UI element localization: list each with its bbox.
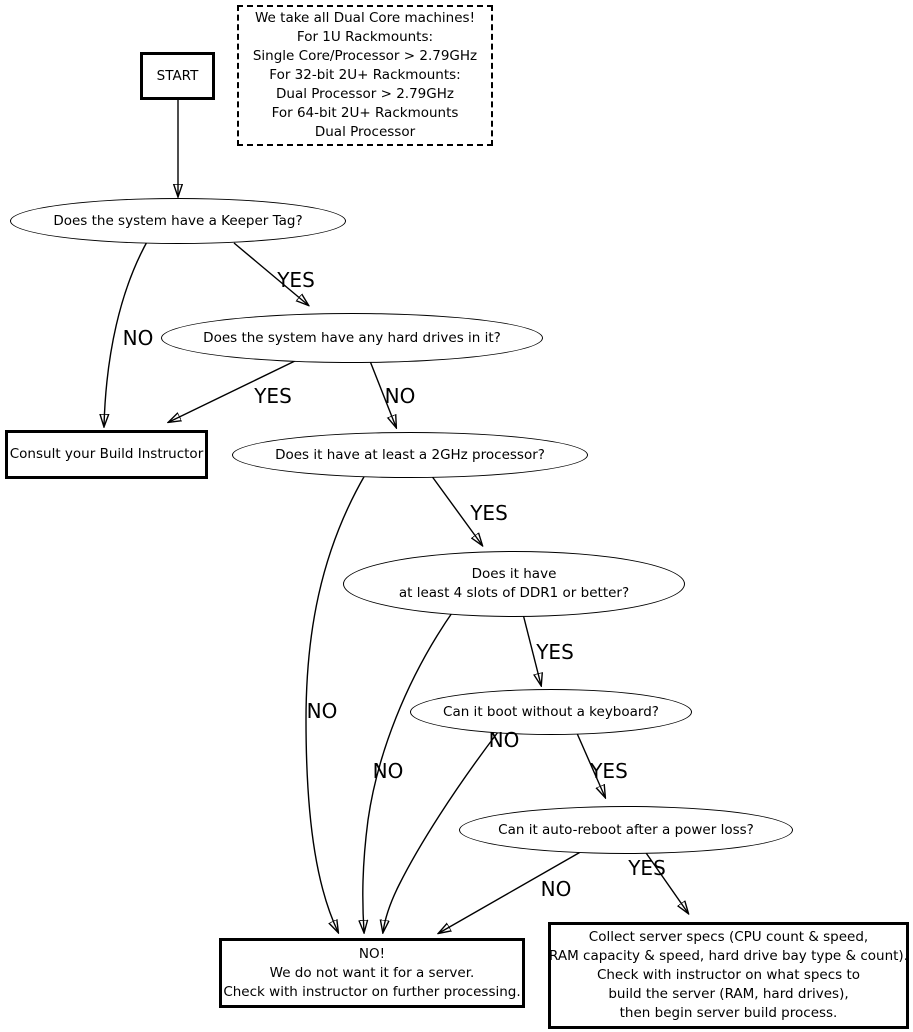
decision-ram-slots-line: Does it have — [471, 566, 557, 582]
label-keeper-yes: YES — [277, 268, 315, 292]
start-label: START — [156, 67, 199, 84]
reject-line: Check with instructor on further processing. — [223, 983, 521, 1000]
decision-processor-speed-label: Does it have at least a 2GHz processor? — [275, 446, 545, 463]
collect-specs-line: RAM capacity & speed, hard drive bay type & count). — [549, 948, 908, 964]
label-reboot-no: NO — [540, 877, 572, 901]
label-processor-yes: YES — [470, 501, 508, 525]
decision-auto-reboot-label: Can it auto-reboot after a power loss? — [498, 821, 754, 838]
collect-specs-line: Collect server specs (CPU count & speed, — [588, 929, 869, 945]
note-line: Single Core/Processor > 2.79GHz — [252, 48, 478, 64]
note-line: We take all Dual Core machines! — [255, 10, 475, 26]
decision-keyboard-boot — [410, 689, 692, 735]
label-reboot-yes: YES — [628, 856, 666, 880]
decision-keyboard-boot-label: Can it boot without a keyboard? — [443, 703, 659, 720]
collect-specs-line: then begin server build process. — [619, 1005, 838, 1021]
note-line: Dual Processor > 2.79GHz — [276, 86, 454, 102]
decision-ram-slots — [343, 551, 685, 617]
reject-line: We do not want it for a server. — [269, 964, 475, 981]
label-keyboard-no: NO — [488, 728, 520, 752]
label-processor-no: NO — [306, 699, 338, 723]
label-ram-no: NO — [372, 759, 404, 783]
consult-instructor-node — [5, 430, 208, 479]
label-ram-yes: YES — [536, 640, 574, 664]
reject-line: NO! — [358, 945, 386, 962]
decision-hard-drives-label: Does the system have any hard drives in it? — [203, 329, 501, 346]
rules-note-box — [237, 5, 493, 146]
label-keyboard-yes: YES — [590, 759, 628, 783]
label-keeper-no: NO — [122, 326, 154, 350]
collect-specs-line: build the server (RAM, hard drives), — [608, 986, 849, 1002]
note-line: Dual Processor — [314, 124, 416, 140]
label-drives-no: NO — [384, 384, 416, 408]
decision-hard-drives — [161, 313, 543, 363]
start-node — [140, 52, 215, 100]
note-line: For 1U Rackmounts: — [296, 29, 434, 45]
label-drives-yes: YES — [254, 384, 292, 408]
reject-node — [219, 938, 525, 1008]
note-line: For 32-bit 2U+ Rackmounts: — [269, 67, 461, 83]
collect-specs-node — [548, 922, 909, 1029]
consult-instructor-label: Consult your Build Instructor — [9, 446, 204, 462]
collect-specs-line: Check with instructor on what specs to — [596, 967, 861, 983]
decision-processor-speed — [232, 432, 588, 478]
decision-keeper-tag — [10, 198, 346, 244]
decision-ram-slots-line: at least 4 slots of DDR1 or better? — [398, 585, 630, 601]
note-line: For 64-bit 2U+ Rackmounts — [271, 105, 459, 121]
decision-keeper-tag-label: Does the system have a Keeper Tag? — [53, 212, 303, 229]
decision-auto-reboot — [459, 806, 793, 854]
